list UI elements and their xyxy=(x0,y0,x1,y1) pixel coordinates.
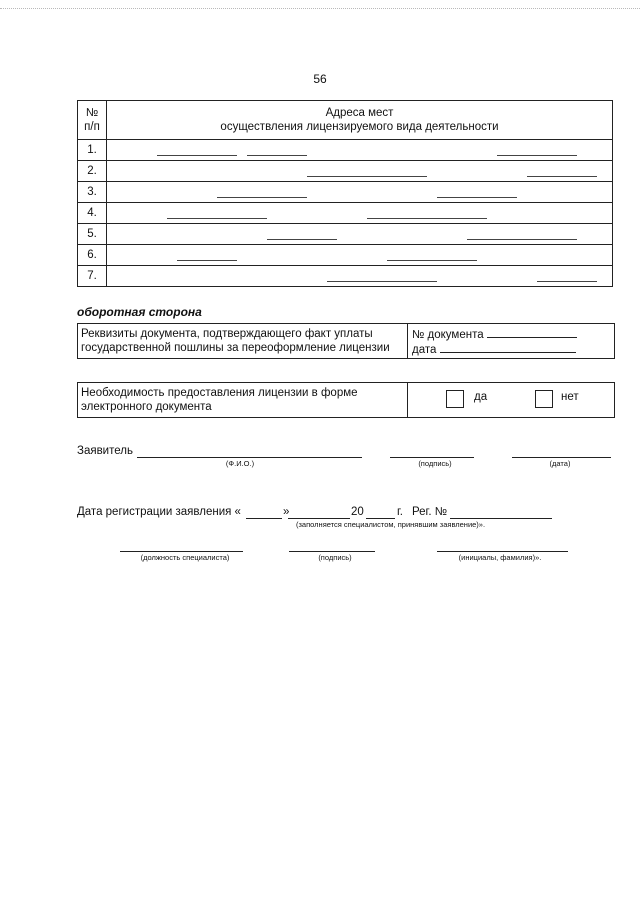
yes-label: да xyxy=(474,391,488,403)
scan-underline xyxy=(307,176,427,177)
registration-month-line[interactable] xyxy=(288,518,350,519)
specialist-signature-line[interactable] xyxy=(289,551,375,552)
row-number: 4. xyxy=(78,203,107,224)
specialist-position-caption: (должность специалиста) xyxy=(140,553,230,562)
electronic-license-box xyxy=(77,382,615,418)
scan-underline xyxy=(327,281,437,282)
document-number-row xyxy=(412,327,614,342)
row-number: 6. xyxy=(78,245,107,266)
no-checkbox[interactable] xyxy=(535,390,553,408)
no-label: нет xyxy=(561,391,579,403)
specialist-initials-caption: (инициалы, фамилия)». xyxy=(458,553,542,562)
row-number: 7. xyxy=(78,266,107,287)
scan-underline xyxy=(217,197,307,198)
scan-underline xyxy=(167,218,267,219)
specialist-signature-caption: (подпись) xyxy=(318,553,352,562)
specialist-initials-line[interactable] xyxy=(437,551,568,552)
registration-quote-close: » xyxy=(283,506,290,518)
address-cell[interactable] xyxy=(107,266,613,287)
scan-underline xyxy=(267,239,337,240)
scan-underline xyxy=(247,155,307,156)
addresses-header-line2: осуществления лицензируемого вида деятельности xyxy=(220,121,499,133)
scan-underline xyxy=(537,281,597,282)
address-row xyxy=(78,266,613,287)
column-header-number xyxy=(78,101,107,140)
scan-underline xyxy=(527,176,597,177)
applicant-date-caption: (дата) xyxy=(549,459,571,468)
state-fee-fields xyxy=(409,324,614,358)
fio-caption: (Ф.И.О.) xyxy=(225,459,255,468)
scan-underline xyxy=(467,239,577,240)
address-cell[interactable] xyxy=(107,140,613,161)
addresses-header-line1: Адреса мест xyxy=(325,107,394,119)
page-number: 56 xyxy=(313,72,327,86)
document-number-label: № документа xyxy=(412,329,484,341)
address-row xyxy=(78,245,613,266)
scan-underline xyxy=(497,155,577,156)
applicant-signature-line[interactable] xyxy=(390,457,474,458)
reverse-side-label: оборотная сторона xyxy=(77,305,202,319)
registration-year-prefix: 20 xyxy=(351,506,364,518)
state-fee-details-box xyxy=(77,323,615,359)
registration-number-label: Рег. № xyxy=(412,506,448,518)
applicant-name-line[interactable] xyxy=(137,457,362,458)
registration-year-suffix: г. xyxy=(397,506,403,518)
document-date-row xyxy=(412,342,614,357)
scan-underline xyxy=(157,155,237,156)
registration-date-label: Дата регистрации заявления « xyxy=(77,506,241,518)
address-table xyxy=(77,100,613,287)
column-header-addresses xyxy=(107,101,613,140)
address-cell[interactable] xyxy=(107,245,613,266)
scan-top-edge xyxy=(0,8,640,10)
address-row xyxy=(78,140,613,161)
electronic-license-description: Необходимость предоставления лицензии в форме электронного документа xyxy=(78,383,408,417)
applicant-date-line[interactable] xyxy=(512,457,611,458)
address-cell[interactable] xyxy=(107,182,613,203)
document-date-label: дата xyxy=(412,344,437,356)
address-cell[interactable] xyxy=(107,224,613,245)
registration-day-line[interactable] xyxy=(246,518,282,519)
document-number-field[interactable] xyxy=(487,327,577,338)
row-number: 2. xyxy=(78,161,107,182)
address-row xyxy=(78,203,613,224)
row-number: 5. xyxy=(78,224,107,245)
scan-underline xyxy=(367,218,487,219)
row-number: 3. xyxy=(78,182,107,203)
address-row xyxy=(78,224,613,245)
scan-underline xyxy=(437,197,517,198)
address-cell[interactable] xyxy=(107,161,613,182)
number-header-line1: № xyxy=(85,107,99,119)
row-number: 1. xyxy=(78,140,107,161)
specialist-position-line[interactable] xyxy=(120,551,243,552)
applicant-signature-caption: (подпись) xyxy=(418,459,452,468)
document-date-field[interactable] xyxy=(440,342,576,353)
registration-year-line[interactable] xyxy=(366,518,395,519)
address-row xyxy=(78,182,613,203)
number-header-line2: п/п xyxy=(84,121,100,133)
registration-note: (заполняется специалистом, принявшим заявление)». xyxy=(296,520,486,529)
state-fee-description: Реквизиты документа, подтверждающего факт уплаты государственной пошлины за переоформление лицензии xyxy=(78,324,408,358)
yes-checkbox[interactable] xyxy=(446,390,464,408)
address-row xyxy=(78,161,613,182)
address-cell[interactable] xyxy=(107,203,613,224)
scan-underline xyxy=(177,260,237,261)
applicant-label: Заявитель xyxy=(77,445,133,457)
registration-number-line[interactable] xyxy=(450,518,552,519)
scan-underline xyxy=(387,260,477,261)
